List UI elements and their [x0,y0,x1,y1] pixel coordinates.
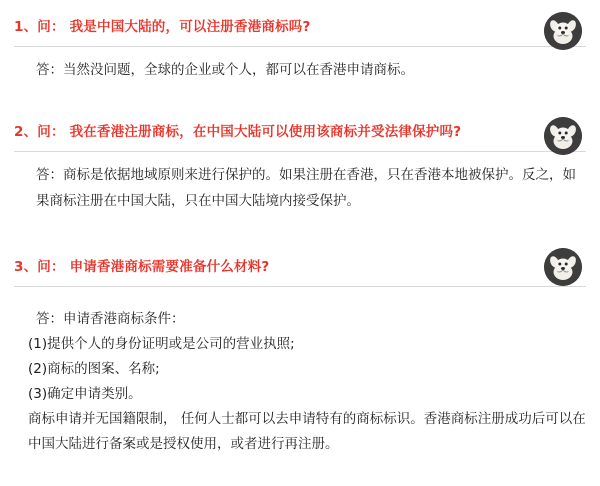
dog-avatar-icon [544,248,582,286]
qa-block-1 [14,10,586,83]
section-spacer-2 [14,220,586,246]
dog-avatar-icon [544,12,582,50]
qa-block-3 [14,246,586,457]
divider-2 [14,151,586,152]
answer-spacer-3 [14,297,586,307]
question-text-2: 2、问： 我在香港注册商标，在中国大陆可以使用该商标并受法律保护吗? [14,124,462,140]
question-row-3 [14,246,586,286]
dog-avatar-icon [544,117,582,155]
question-text-1: 1、问： 我是中国大陆的，可以注册香港商标吗? [14,19,311,35]
qa-block-2 [14,115,586,214]
divider-1 [14,46,586,47]
answer-list-3 [14,332,586,407]
list-item: (3)确定申请类别。 [28,386,142,402]
divider-3 [14,286,586,287]
list-item: (1)提供个人的身份证明或是公司的营业执照; [28,336,295,352]
answer-text-1: 答：当然没问题，全球的企业或个人，都可以在香港申请商标。 [36,62,414,78]
question-text-3: 3、问： 申请香港商标需要准备什么材料? [14,259,270,275]
answer-tail-3: 商标申请并无国籍限制， 任何人士都可以去申请特有的商标标识。香港商标注册成功后可以在中国大陆进行备案或是授权使用，或者进行再注册。 [28,411,586,452]
answer-lead-3: 答：申请香港商标条件： [36,311,185,327]
section-spacer-1 [14,89,586,115]
list-item: (2)商标的图案、名称; [28,361,160,377]
answer-text-2: 答：商标是依据地域原则来进行保护的。如果注册在香港，只在香港本地被保护。反之，如果商标注册在中国大陆，只在中国大陆境内接受保护。 [36,167,576,209]
question-row-1 [14,10,586,46]
question-row-2 [14,115,586,151]
